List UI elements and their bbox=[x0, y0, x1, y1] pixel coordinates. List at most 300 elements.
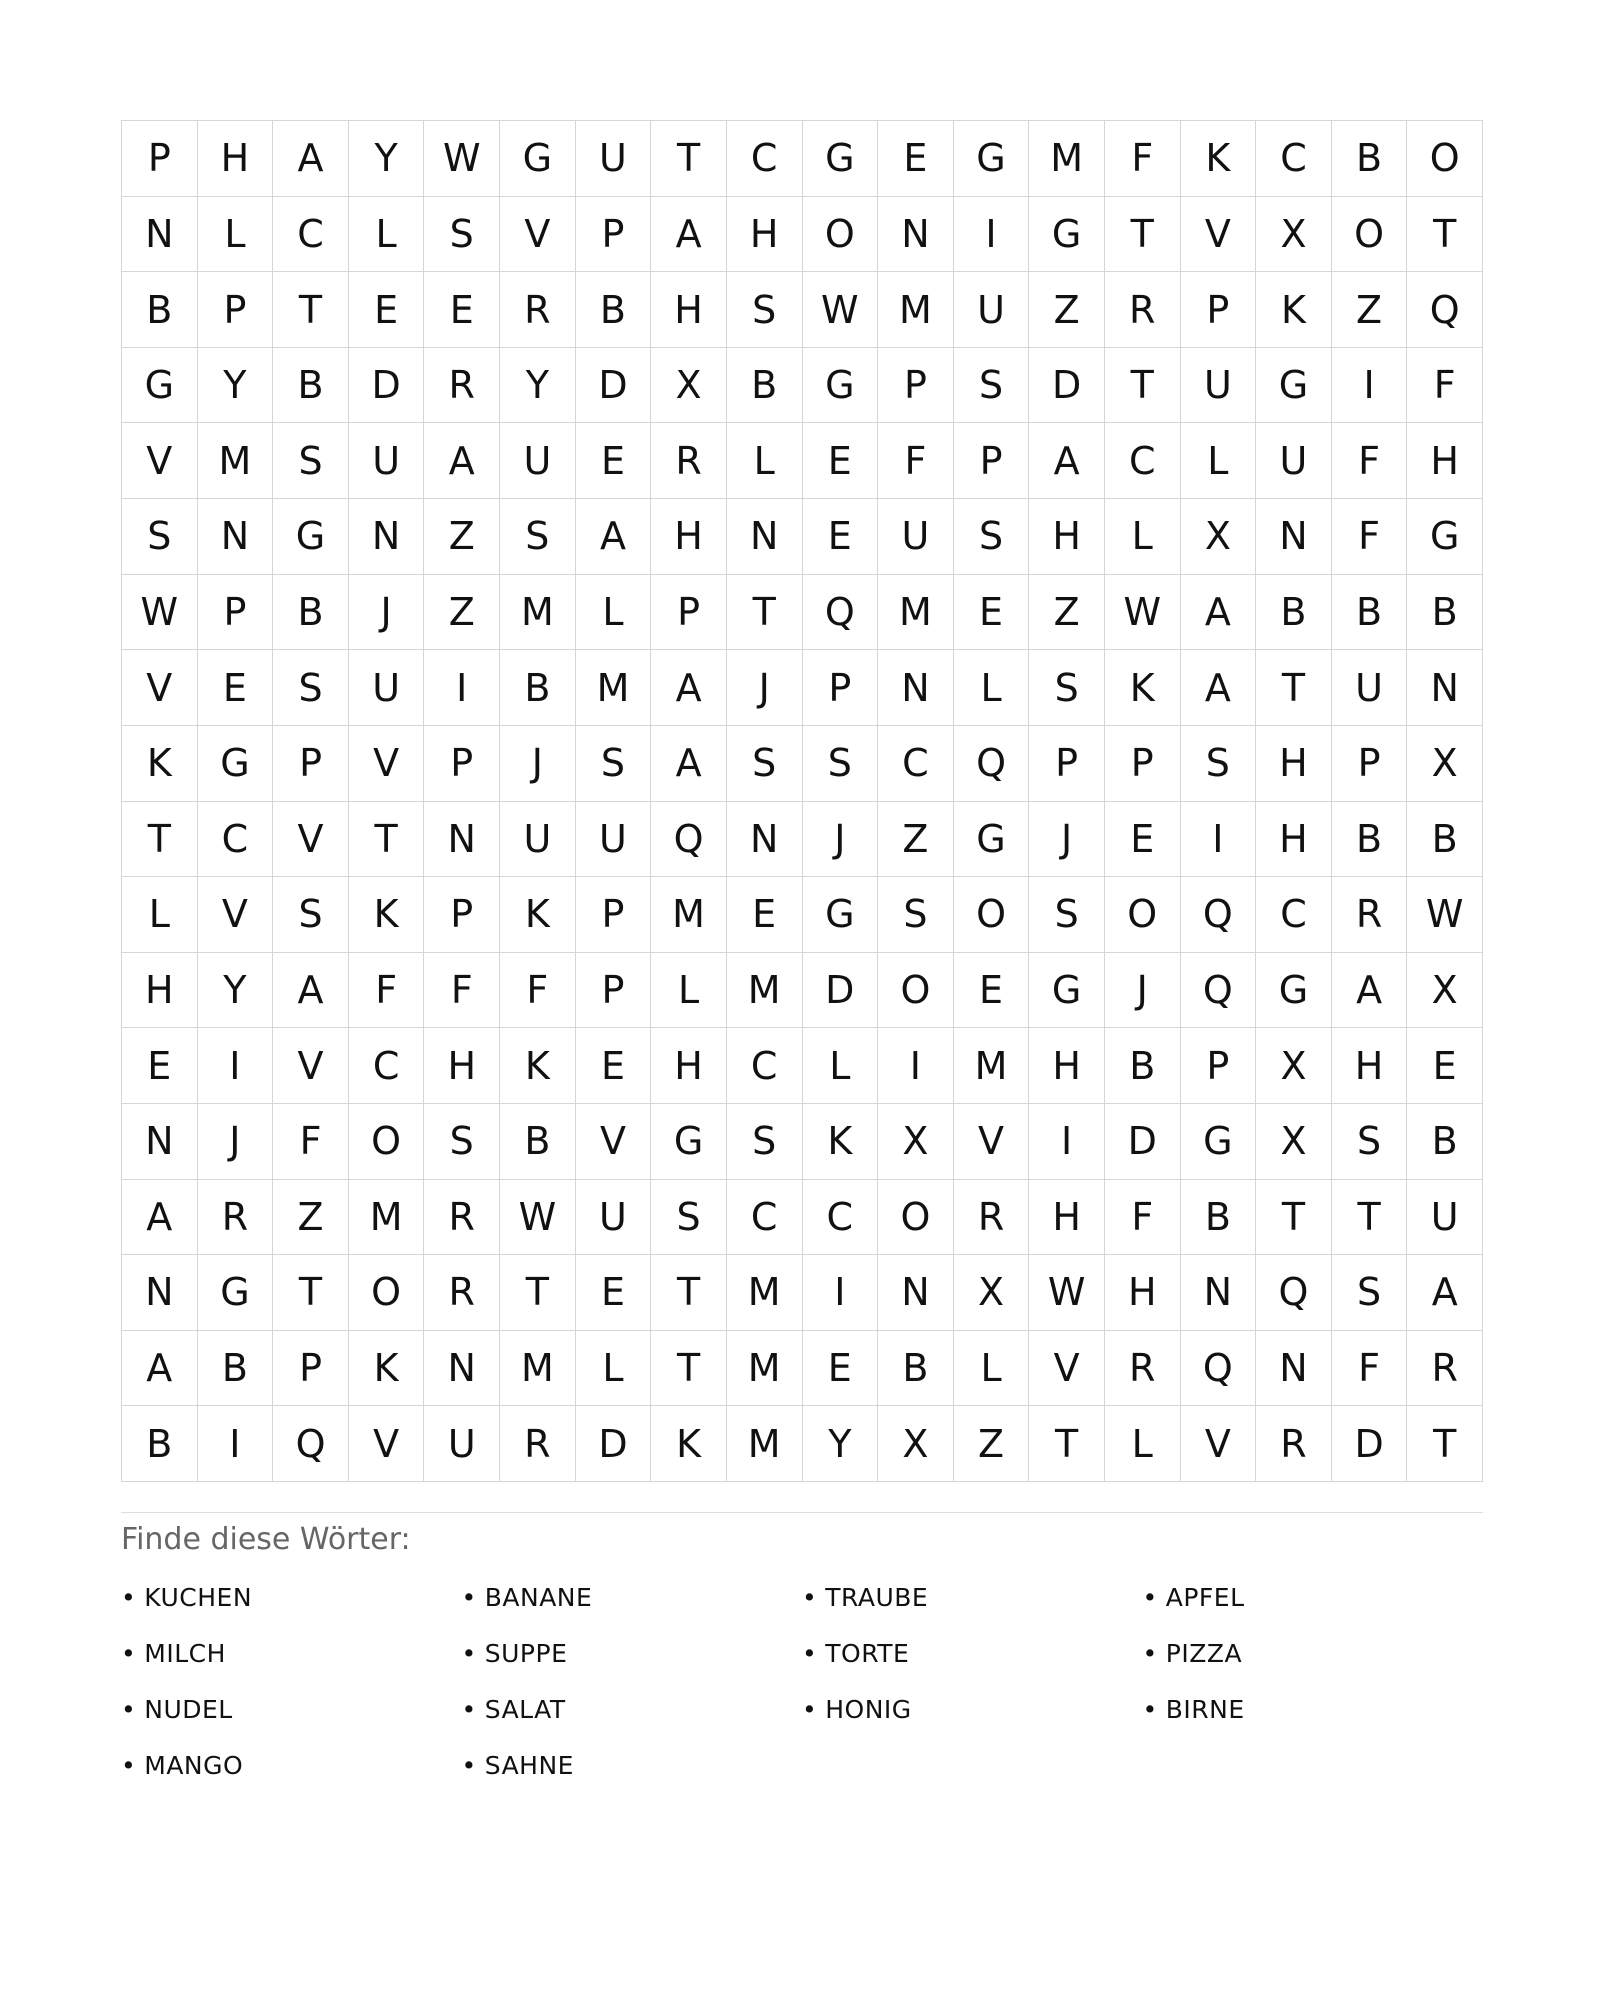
grid-cell[interactable]: E bbox=[1105, 802, 1181, 878]
grid-cell[interactable]: P bbox=[122, 121, 198, 197]
grid-cell[interactable]: E bbox=[954, 953, 1030, 1029]
grid-cell[interactable]: W bbox=[803, 272, 879, 348]
grid-cell[interactable]: Z bbox=[954, 1406, 1030, 1482]
grid-cell[interactable]: P bbox=[198, 575, 274, 651]
grid-cell[interactable]: Y bbox=[349, 121, 425, 197]
grid-cell[interactable]: U bbox=[424, 1406, 500, 1482]
grid-cell[interactable]: F bbox=[1105, 121, 1181, 197]
grid-cell[interactable]: G bbox=[122, 348, 198, 424]
grid-cell[interactable]: V bbox=[349, 726, 425, 802]
grid-cell[interactable]: P bbox=[1029, 726, 1105, 802]
grid-cell[interactable]: Y bbox=[198, 953, 274, 1029]
grid-cell[interactable]: U bbox=[500, 423, 576, 499]
grid-cell[interactable]: G bbox=[1256, 348, 1332, 424]
grid-cell[interactable]: L bbox=[1105, 499, 1181, 575]
grid-cell[interactable]: I bbox=[424, 650, 500, 726]
grid-cell[interactable]: S bbox=[803, 726, 879, 802]
grid-cell[interactable]: W bbox=[1029, 1255, 1105, 1331]
grid-cell[interactable]: W bbox=[1105, 575, 1181, 651]
grid-cell[interactable]: X bbox=[954, 1255, 1030, 1331]
grid-cell[interactable]: Q bbox=[273, 1406, 349, 1482]
grid-cell[interactable]: E bbox=[576, 423, 652, 499]
grid-cell[interactable]: A bbox=[651, 726, 727, 802]
grid-cell[interactable]: I bbox=[198, 1406, 274, 1482]
grid-cell[interactable]: U bbox=[954, 272, 1030, 348]
grid-cell[interactable]: B bbox=[1181, 1180, 1257, 1256]
grid-cell[interactable]: B bbox=[1332, 802, 1408, 878]
grid-cell[interactable]: N bbox=[1181, 1255, 1257, 1331]
grid-cell[interactable]: G bbox=[1407, 499, 1483, 575]
grid-cell[interactable]: P bbox=[576, 197, 652, 273]
grid-cell[interactable]: O bbox=[803, 197, 879, 273]
grid-cell[interactable]: B bbox=[1407, 575, 1483, 651]
grid-cell[interactable]: A bbox=[1181, 650, 1257, 726]
grid-cell[interactable]: E bbox=[1407, 1028, 1483, 1104]
grid-cell[interactable]: L bbox=[1181, 423, 1257, 499]
grid-cell[interactable]: P bbox=[1105, 726, 1181, 802]
grid-cell[interactable]: V bbox=[576, 1104, 652, 1180]
grid-cell[interactable]: G bbox=[803, 121, 879, 197]
grid-cell[interactable]: I bbox=[198, 1028, 274, 1104]
grid-cell[interactable]: G bbox=[954, 121, 1030, 197]
grid-cell[interactable]: W bbox=[424, 121, 500, 197]
grid-cell[interactable]: N bbox=[198, 499, 274, 575]
grid-cell[interactable]: X bbox=[878, 1406, 954, 1482]
grid-cell[interactable]: E bbox=[349, 272, 425, 348]
grid-cell[interactable]: N bbox=[727, 499, 803, 575]
grid-cell[interactable]: S bbox=[1181, 726, 1257, 802]
grid-cell[interactable]: G bbox=[1029, 953, 1105, 1029]
grid-cell[interactable]: G bbox=[803, 877, 879, 953]
grid-cell[interactable]: P bbox=[954, 423, 1030, 499]
grid-cell[interactable]: L bbox=[803, 1028, 879, 1104]
grid-cell[interactable]: O bbox=[349, 1104, 425, 1180]
grid-cell[interactable]: D bbox=[576, 1406, 652, 1482]
grid-cell[interactable]: R bbox=[651, 423, 727, 499]
grid-cell[interactable]: R bbox=[954, 1180, 1030, 1256]
grid-cell[interactable]: E bbox=[803, 1331, 879, 1407]
grid-cell[interactable]: C bbox=[273, 197, 349, 273]
grid-cell[interactable]: C bbox=[727, 1180, 803, 1256]
grid-cell[interactable]: S bbox=[1332, 1104, 1408, 1180]
grid-cell[interactable]: L bbox=[349, 197, 425, 273]
grid-cell[interactable]: V bbox=[273, 1028, 349, 1104]
grid-cell[interactable]: P bbox=[198, 272, 274, 348]
grid-cell[interactable]: B bbox=[273, 348, 349, 424]
grid-cell[interactable]: S bbox=[576, 726, 652, 802]
grid-cell[interactable]: M bbox=[1029, 121, 1105, 197]
grid-cell[interactable]: H bbox=[1332, 1028, 1408, 1104]
grid-cell[interactable]: B bbox=[122, 1406, 198, 1482]
grid-cell[interactable]: R bbox=[500, 272, 576, 348]
grid-cell[interactable]: S bbox=[500, 499, 576, 575]
grid-cell[interactable]: M bbox=[878, 575, 954, 651]
grid-cell[interactable]: J bbox=[349, 575, 425, 651]
grid-cell[interactable]: M bbox=[727, 1331, 803, 1407]
grid-cell[interactable]: T bbox=[651, 121, 727, 197]
grid-cell[interactable]: U bbox=[576, 802, 652, 878]
grid-cell[interactable]: P bbox=[576, 877, 652, 953]
grid-cell[interactable]: N bbox=[349, 499, 425, 575]
grid-cell[interactable]: P bbox=[273, 1331, 349, 1407]
grid-cell[interactable]: A bbox=[273, 121, 349, 197]
grid-cell[interactable]: H bbox=[1256, 726, 1332, 802]
grid-cell[interactable]: K bbox=[349, 877, 425, 953]
grid-cell[interactable]: J bbox=[500, 726, 576, 802]
grid-cell[interactable]: M bbox=[651, 877, 727, 953]
grid-cell[interactable]: B bbox=[727, 348, 803, 424]
grid-cell[interactable]: N bbox=[424, 1331, 500, 1407]
grid-cell[interactable]: Y bbox=[803, 1406, 879, 1482]
grid-cell[interactable]: R bbox=[500, 1406, 576, 1482]
grid-cell[interactable]: L bbox=[198, 197, 274, 273]
grid-cell[interactable]: V bbox=[198, 877, 274, 953]
grid-cell[interactable]: V bbox=[122, 650, 198, 726]
grid-cell[interactable]: T bbox=[651, 1255, 727, 1331]
grid-cell[interactable]: V bbox=[122, 423, 198, 499]
grid-cell[interactable]: M bbox=[878, 272, 954, 348]
grid-cell[interactable]: G bbox=[1029, 197, 1105, 273]
grid-cell[interactable]: M bbox=[576, 650, 652, 726]
grid-cell[interactable]: K bbox=[803, 1104, 879, 1180]
grid-cell[interactable]: X bbox=[651, 348, 727, 424]
grid-cell[interactable]: G bbox=[198, 1255, 274, 1331]
grid-cell[interactable]: N bbox=[122, 1255, 198, 1331]
grid-cell[interactable]: B bbox=[1407, 1104, 1483, 1180]
grid-cell[interactable]: C bbox=[727, 121, 803, 197]
grid-cell[interactable]: Z bbox=[878, 802, 954, 878]
grid-cell[interactable]: A bbox=[122, 1331, 198, 1407]
grid-cell[interactable]: W bbox=[122, 575, 198, 651]
grid-cell[interactable]: X bbox=[1407, 953, 1483, 1029]
grid-cell[interactable]: X bbox=[1256, 197, 1332, 273]
grid-cell[interactable]: S bbox=[878, 877, 954, 953]
grid-cell[interactable]: E bbox=[727, 877, 803, 953]
grid-cell[interactable]: H bbox=[651, 499, 727, 575]
grid-cell[interactable]: Z bbox=[1029, 575, 1105, 651]
grid-cell[interactable]: K bbox=[122, 726, 198, 802]
grid-cell[interactable]: S bbox=[727, 272, 803, 348]
grid-cell[interactable]: T bbox=[273, 272, 349, 348]
grid-cell[interactable]: X bbox=[878, 1104, 954, 1180]
grid-cell[interactable]: R bbox=[424, 1180, 500, 1256]
grid-cell[interactable]: Q bbox=[1256, 1255, 1332, 1331]
grid-cell[interactable]: J bbox=[198, 1104, 274, 1180]
grid-cell[interactable]: U bbox=[576, 121, 652, 197]
grid-cell[interactable]: L bbox=[576, 1331, 652, 1407]
grid-cell[interactable]: R bbox=[1256, 1406, 1332, 1482]
grid-cell[interactable]: R bbox=[1105, 272, 1181, 348]
grid-cell[interactable]: P bbox=[1332, 726, 1408, 802]
grid-cell[interactable]: U bbox=[500, 802, 576, 878]
grid-cell[interactable]: T bbox=[1029, 1406, 1105, 1482]
grid-cell[interactable]: N bbox=[878, 197, 954, 273]
grid-cell[interactable]: A bbox=[1332, 953, 1408, 1029]
grid-cell[interactable]: N bbox=[122, 1104, 198, 1180]
grid-cell[interactable]: D bbox=[1332, 1406, 1408, 1482]
grid-cell[interactable]: I bbox=[1029, 1104, 1105, 1180]
grid-cell[interactable]: B bbox=[122, 272, 198, 348]
grid-cell[interactable]: X bbox=[1256, 1028, 1332, 1104]
grid-cell[interactable]: I bbox=[803, 1255, 879, 1331]
grid-cell[interactable]: O bbox=[349, 1255, 425, 1331]
grid-cell[interactable]: F bbox=[500, 953, 576, 1029]
grid-cell[interactable]: V bbox=[1029, 1331, 1105, 1407]
grid-cell[interactable]: N bbox=[424, 802, 500, 878]
grid-cell[interactable]: T bbox=[1256, 650, 1332, 726]
grid-cell[interactable]: H bbox=[1105, 1255, 1181, 1331]
grid-cell[interactable]: P bbox=[576, 953, 652, 1029]
grid-cell[interactable]: K bbox=[651, 1406, 727, 1482]
grid-cell[interactable]: D bbox=[576, 348, 652, 424]
grid-cell[interactable]: Z bbox=[1332, 272, 1408, 348]
grid-cell[interactable]: T bbox=[1105, 197, 1181, 273]
grid-cell[interactable]: J bbox=[1029, 802, 1105, 878]
grid-cell[interactable]: B bbox=[500, 650, 576, 726]
grid-cell[interactable]: L bbox=[122, 877, 198, 953]
grid-cell[interactable]: X bbox=[1407, 726, 1483, 802]
grid-cell[interactable]: O bbox=[1332, 197, 1408, 273]
grid-cell[interactable]: K bbox=[1105, 650, 1181, 726]
grid-cell[interactable]: Q bbox=[1181, 1331, 1257, 1407]
grid-cell[interactable]: H bbox=[1029, 499, 1105, 575]
grid-cell[interactable]: B bbox=[1332, 575, 1408, 651]
grid-cell[interactable]: L bbox=[954, 650, 1030, 726]
grid-cell[interactable]: R bbox=[424, 348, 500, 424]
grid-cell[interactable]: E bbox=[424, 272, 500, 348]
grid-cell[interactable]: Q bbox=[803, 575, 879, 651]
grid-cell[interactable]: G bbox=[500, 121, 576, 197]
grid-cell[interactable]: C bbox=[1105, 423, 1181, 499]
grid-cell[interactable]: H bbox=[1407, 423, 1483, 499]
grid-cell[interactable]: A bbox=[651, 650, 727, 726]
grid-cell[interactable]: L bbox=[1105, 1406, 1181, 1482]
grid-cell[interactable]: B bbox=[878, 1331, 954, 1407]
grid-cell[interactable]: X bbox=[1256, 1104, 1332, 1180]
grid-cell[interactable]: P bbox=[1181, 272, 1257, 348]
grid-cell[interactable]: N bbox=[122, 197, 198, 273]
grid-cell[interactable]: V bbox=[349, 1406, 425, 1482]
grid-cell[interactable]: I bbox=[954, 197, 1030, 273]
grid-cell[interactable]: Y bbox=[198, 348, 274, 424]
grid-cell[interactable]: F bbox=[1407, 348, 1483, 424]
grid-cell[interactable]: V bbox=[500, 197, 576, 273]
grid-cell[interactable]: N bbox=[878, 1255, 954, 1331]
grid-cell[interactable]: U bbox=[1256, 423, 1332, 499]
grid-cell[interactable]: Z bbox=[424, 575, 500, 651]
grid-cell[interactable]: B bbox=[500, 1104, 576, 1180]
grid-cell[interactable]: H bbox=[1029, 1180, 1105, 1256]
grid-cell[interactable]: T bbox=[122, 802, 198, 878]
grid-cell[interactable]: E bbox=[803, 499, 879, 575]
grid-cell[interactable]: V bbox=[1181, 197, 1257, 273]
grid-cell[interactable]: K bbox=[349, 1331, 425, 1407]
grid-cell[interactable]: M bbox=[727, 1406, 803, 1482]
grid-cell[interactable]: K bbox=[500, 877, 576, 953]
grid-cell[interactable]: D bbox=[1105, 1104, 1181, 1180]
grid-cell[interactable]: G bbox=[198, 726, 274, 802]
grid-cell[interactable]: C bbox=[727, 1028, 803, 1104]
grid-cell[interactable]: U bbox=[878, 499, 954, 575]
grid-cell[interactable]: T bbox=[727, 575, 803, 651]
grid-cell[interactable]: D bbox=[349, 348, 425, 424]
grid-cell[interactable]: V bbox=[273, 802, 349, 878]
grid-cell[interactable]: Q bbox=[1181, 877, 1257, 953]
grid-cell[interactable]: P bbox=[273, 726, 349, 802]
grid-cell[interactable]: S bbox=[273, 650, 349, 726]
grid-cell[interactable]: P bbox=[803, 650, 879, 726]
grid-cell[interactable]: U bbox=[1332, 650, 1408, 726]
grid-cell[interactable]: F bbox=[878, 423, 954, 499]
grid-cell[interactable]: M bbox=[500, 1331, 576, 1407]
grid-cell[interactable]: H bbox=[198, 121, 274, 197]
grid-cell[interactable]: S bbox=[273, 423, 349, 499]
grid-cell[interactable]: S bbox=[954, 499, 1030, 575]
grid-cell[interactable]: F bbox=[1332, 1331, 1408, 1407]
grid-cell[interactable]: A bbox=[1407, 1255, 1483, 1331]
grid-cell[interactable]: N bbox=[1256, 1331, 1332, 1407]
grid-cell[interactable]: C bbox=[1256, 121, 1332, 197]
grid-cell[interactable]: U bbox=[1407, 1180, 1483, 1256]
grid-cell[interactable]: M bbox=[727, 1255, 803, 1331]
grid-cell[interactable]: A bbox=[273, 953, 349, 1029]
grid-cell[interactable]: T bbox=[349, 802, 425, 878]
grid-cell[interactable]: F bbox=[424, 953, 500, 1029]
grid-cell[interactable]: P bbox=[424, 726, 500, 802]
grid-cell[interactable]: S bbox=[651, 1180, 727, 1256]
grid-cell[interactable]: H bbox=[651, 272, 727, 348]
grid-cell[interactable]: Y bbox=[500, 348, 576, 424]
grid-cell[interactable]: T bbox=[1407, 1406, 1483, 1482]
grid-cell[interactable]: H bbox=[1029, 1028, 1105, 1104]
grid-cell[interactable]: W bbox=[1407, 877, 1483, 953]
grid-cell[interactable]: H bbox=[727, 197, 803, 273]
grid-cell[interactable]: T bbox=[1407, 197, 1483, 273]
grid-cell[interactable]: O bbox=[878, 953, 954, 1029]
grid-cell[interactable]: U bbox=[1181, 348, 1257, 424]
grid-cell[interactable]: C bbox=[1256, 877, 1332, 953]
grid-cell[interactable]: P bbox=[878, 348, 954, 424]
grid-cell[interactable]: F bbox=[1332, 499, 1408, 575]
grid-cell[interactable]: C bbox=[349, 1028, 425, 1104]
grid-cell[interactable]: J bbox=[803, 802, 879, 878]
grid-cell[interactable]: G bbox=[1256, 953, 1332, 1029]
grid-cell[interactable]: I bbox=[1332, 348, 1408, 424]
grid-cell[interactable]: Q bbox=[651, 802, 727, 878]
grid-cell[interactable]: X bbox=[1181, 499, 1257, 575]
grid-cell[interactable]: W bbox=[500, 1180, 576, 1256]
grid-cell[interactable]: U bbox=[349, 423, 425, 499]
grid-cell[interactable]: N bbox=[1256, 499, 1332, 575]
grid-cell[interactable]: O bbox=[878, 1180, 954, 1256]
grid-cell[interactable]: G bbox=[651, 1104, 727, 1180]
grid-cell[interactable]: B bbox=[1256, 575, 1332, 651]
grid-cell[interactable]: Q bbox=[1407, 272, 1483, 348]
grid-cell[interactable]: F bbox=[1332, 423, 1408, 499]
grid-cell[interactable]: F bbox=[1105, 1180, 1181, 1256]
grid-cell[interactable]: A bbox=[1029, 423, 1105, 499]
grid-cell[interactable]: P bbox=[1181, 1028, 1257, 1104]
grid-cell[interactable]: Z bbox=[1029, 272, 1105, 348]
grid-cell[interactable]: G bbox=[954, 802, 1030, 878]
grid-cell[interactable]: N bbox=[1407, 650, 1483, 726]
grid-cell[interactable]: C bbox=[803, 1180, 879, 1256]
grid-cell[interactable]: O bbox=[954, 877, 1030, 953]
grid-cell[interactable]: S bbox=[424, 197, 500, 273]
grid-cell[interactable]: Z bbox=[424, 499, 500, 575]
grid-cell[interactable]: O bbox=[1407, 121, 1483, 197]
grid-cell[interactable]: S bbox=[273, 877, 349, 953]
grid-cell[interactable]: R bbox=[1332, 877, 1408, 953]
grid-cell[interactable]: S bbox=[954, 348, 1030, 424]
grid-cell[interactable]: T bbox=[651, 1331, 727, 1407]
grid-cell[interactable]: R bbox=[198, 1180, 274, 1256]
grid-cell[interactable]: F bbox=[349, 953, 425, 1029]
grid-cell[interactable]: S bbox=[1029, 877, 1105, 953]
grid-cell[interactable]: S bbox=[1332, 1255, 1408, 1331]
grid-cell[interactable]: K bbox=[1256, 272, 1332, 348]
grid-cell[interactable]: J bbox=[1105, 953, 1181, 1029]
grid-cell[interactable]: L bbox=[651, 953, 727, 1029]
grid-cell[interactable]: G bbox=[1181, 1104, 1257, 1180]
grid-cell[interactable]: T bbox=[1256, 1180, 1332, 1256]
grid-cell[interactable]: D bbox=[1029, 348, 1105, 424]
grid-cell[interactable]: K bbox=[1181, 121, 1257, 197]
grid-cell[interactable]: B bbox=[273, 575, 349, 651]
grid-cell[interactable]: L bbox=[727, 423, 803, 499]
grid-cell[interactable]: H bbox=[1256, 802, 1332, 878]
grid-cell[interactable]: B bbox=[1407, 802, 1483, 878]
grid-cell[interactable]: C bbox=[878, 726, 954, 802]
grid-cell[interactable]: I bbox=[878, 1028, 954, 1104]
grid-cell[interactable]: E bbox=[198, 650, 274, 726]
grid-cell[interactable]: L bbox=[954, 1331, 1030, 1407]
grid-cell[interactable]: K bbox=[500, 1028, 576, 1104]
grid-cell[interactable]: M bbox=[500, 575, 576, 651]
grid-cell[interactable]: L bbox=[576, 575, 652, 651]
grid-cell[interactable]: M bbox=[198, 423, 274, 499]
grid-cell[interactable]: B bbox=[576, 272, 652, 348]
grid-cell[interactable]: N bbox=[878, 650, 954, 726]
grid-cell[interactable]: C bbox=[198, 802, 274, 878]
grid-cell[interactable]: S bbox=[1029, 650, 1105, 726]
grid-cell[interactable]: E bbox=[576, 1028, 652, 1104]
grid-cell[interactable]: B bbox=[198, 1331, 274, 1407]
grid-cell[interactable]: P bbox=[424, 877, 500, 953]
grid-cell[interactable]: F bbox=[273, 1104, 349, 1180]
grid-cell[interactable]: U bbox=[576, 1180, 652, 1256]
grid-cell[interactable]: H bbox=[651, 1028, 727, 1104]
grid-cell[interactable]: E bbox=[122, 1028, 198, 1104]
grid-cell[interactable]: A bbox=[576, 499, 652, 575]
grid-cell[interactable]: U bbox=[349, 650, 425, 726]
grid-cell[interactable]: S bbox=[122, 499, 198, 575]
grid-cell[interactable]: A bbox=[1181, 575, 1257, 651]
grid-cell[interactable]: Q bbox=[954, 726, 1030, 802]
grid-cell[interactable]: R bbox=[424, 1255, 500, 1331]
grid-cell[interactable]: A bbox=[651, 197, 727, 273]
grid-cell[interactable]: E bbox=[576, 1255, 652, 1331]
grid-cell[interactable]: V bbox=[1181, 1406, 1257, 1482]
grid-cell[interactable]: G bbox=[273, 499, 349, 575]
grid-cell[interactable]: T bbox=[1105, 348, 1181, 424]
grid-cell[interactable]: B bbox=[1332, 121, 1408, 197]
grid-cell[interactable]: H bbox=[122, 953, 198, 1029]
grid-cell[interactable]: H bbox=[424, 1028, 500, 1104]
grid-cell[interactable]: J bbox=[727, 650, 803, 726]
grid-cell[interactable]: N bbox=[727, 802, 803, 878]
grid-cell[interactable]: R bbox=[1407, 1331, 1483, 1407]
